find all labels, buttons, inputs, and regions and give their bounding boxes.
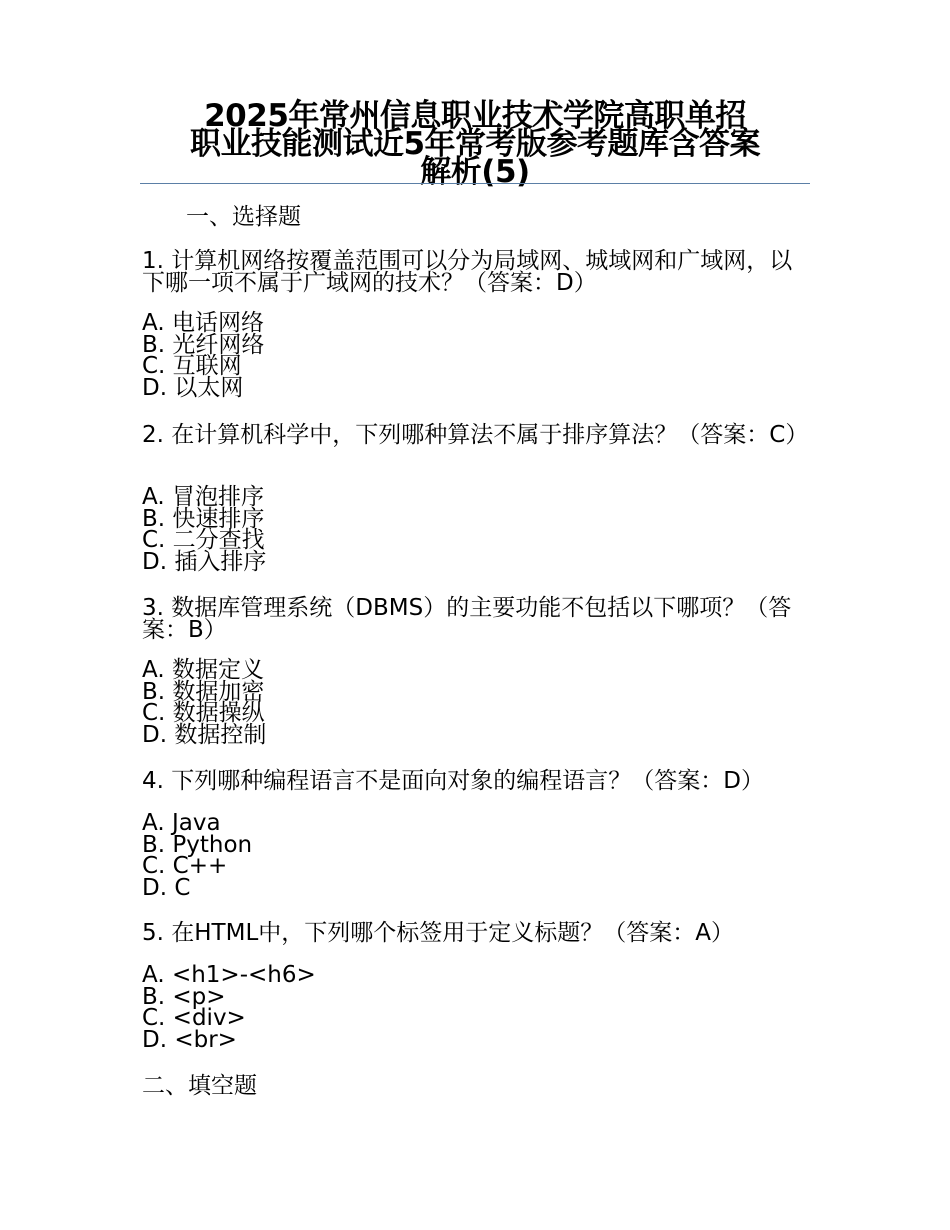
- title-line-2: 职业技能测试近5年常考版参考题库含答案: [189, 126, 761, 162]
- option: D. 以太网: [142, 375, 244, 402]
- question-2-stem: 2. 在计算机科学中，下列哪种算法不属于排序算法？（答案：C）: [142, 422, 809, 448]
- question-5: [142, 922, 802, 944]
- option: A. <h1>-<h6>: [142, 962, 316, 988]
- option: D. 数据控制: [142, 722, 267, 749]
- title-underline: [140, 183, 810, 184]
- question-1: [142, 250, 802, 294]
- section-heading-fill-blank: 二、填空题: [142, 1073, 257, 1099]
- title-line-1: 2025年常州信息职业技术学院高职单招: [204, 98, 746, 134]
- option: D. C: [142, 875, 191, 902]
- option: A. 冒泡排序: [142, 484, 264, 510]
- question-5-options: [142, 962, 316, 1054]
- section-heading-choice: 一、选择题: [186, 204, 301, 230]
- option: C. <div>: [142, 1005, 246, 1032]
- option: B. 数据加密: [142, 678, 265, 705]
- option: C. C++: [142, 853, 228, 880]
- question-1-stem: 1. 计算机网络按覆盖范围可以分为局域网、城域网和广域网，以下哪一项不属于广域网的技术？（答案：D）: [142, 248, 793, 296]
- question-5-stem: 5. 在HTML中，下列哪个标签用于定义标题？（答案：A）: [142, 920, 734, 946]
- option: A. 电话网络: [142, 310, 264, 336]
- option: B. Python: [142, 831, 253, 858]
- option: A. 数据定义: [142, 657, 264, 683]
- question-4-stem: 4. 下列哪种编程语言不是面向对象的编程语言？（答案：D）: [142, 768, 764, 794]
- option: A. Java: [142, 810, 221, 836]
- option: C. 二分查找: [142, 527, 265, 554]
- question-3: [142, 597, 802, 641]
- option: C. 数据操纵: [142, 700, 265, 727]
- option: B. 快速排序: [142, 505, 265, 532]
- option: B. <p>: [142, 983, 226, 1010]
- question-4: [142, 770, 802, 792]
- option: C. 互联网: [142, 353, 242, 380]
- document-title: [140, 98, 810, 190]
- question-2-options: [142, 484, 267, 576]
- option: B. 光纤网络: [142, 331, 265, 358]
- title-line-3: 解析(5): [420, 154, 530, 190]
- question-4-options: [142, 810, 253, 902]
- question-2: [142, 422, 809, 448]
- question-3-options: [142, 657, 267, 749]
- option: D. 插入排序: [142, 549, 267, 576]
- question-3-stem: 3. 数据库管理系统（DBMS）的主要功能不包括以下哪项？（答案：B）: [142, 595, 792, 643]
- option: D. <br>: [142, 1027, 237, 1054]
- question-1-options: [142, 310, 265, 402]
